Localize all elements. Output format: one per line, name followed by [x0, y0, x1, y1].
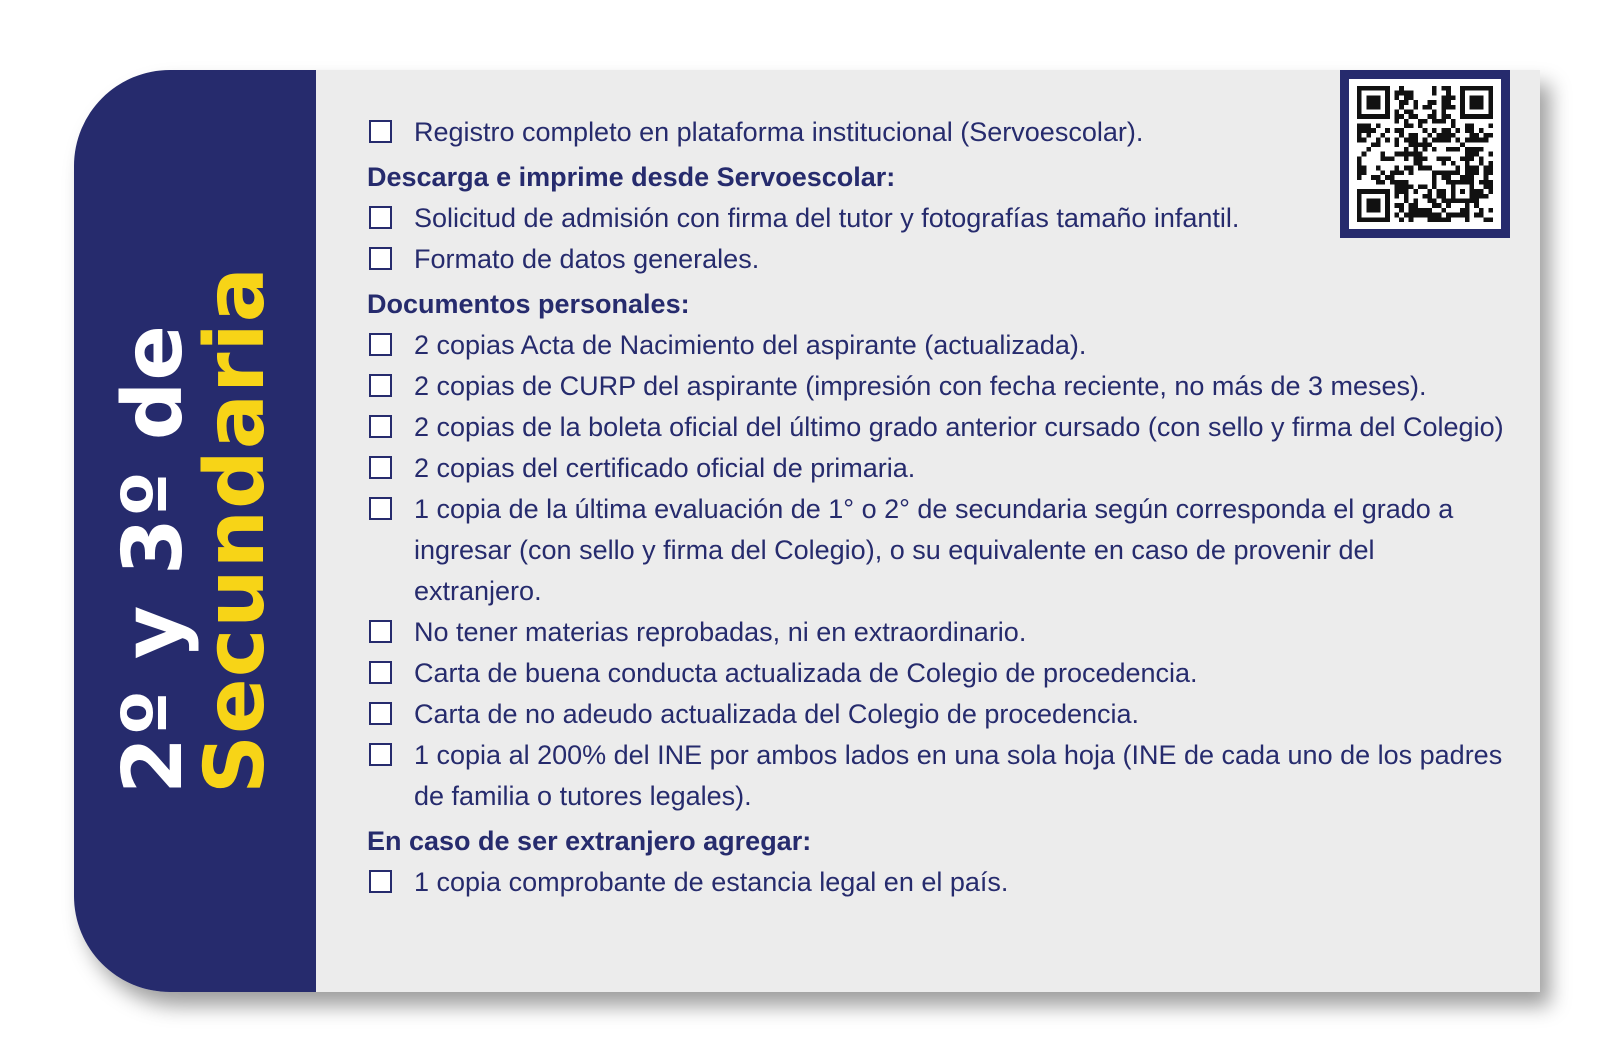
checklist-item — [367, 489, 1507, 612]
checklist-item — [367, 239, 1507, 280]
checklist-item — [367, 612, 1507, 653]
checklist-item — [367, 325, 1507, 366]
checklist-item-text: Carta de no adeudo actualizada del Colegio de procedencia. — [414, 699, 1140, 729]
checklist-item-text: 2 copias de la boleta oficial del último grado anterior cursado (con sello y firma del Colegio) — [414, 412, 1504, 442]
checklist-item — [367, 694, 1507, 735]
checkbox-icon[interactable] — [369, 374, 392, 397]
requirements-list — [367, 112, 1507, 903]
checkbox-icon[interactable] — [369, 415, 392, 438]
checklist-item-text: 1 copia comprobante de estancia legal en el país. — [414, 867, 1009, 897]
checkbox-icon[interactable] — [369, 247, 392, 270]
section-heading: Descarga e imprime desde Servoescolar: — [367, 162, 896, 192]
checklist-item-text: 2 copias de CURP del aspirante (impresión con fecha reciente, no más de 3 meses). — [414, 371, 1427, 401]
checklist-item — [367, 653, 1507, 694]
checklist-item-text: Registro completo en plataforma institucional (Servoescolar). — [414, 117, 1144, 147]
requirements-card — [74, 70, 1540, 992]
checklist-item-text: Carta de buena conducta actualizada de Colegio de procedencia. — [414, 658, 1198, 688]
checklist-item-text: 2 copias del certificado oficial de primaria. — [414, 453, 916, 483]
checklist-item — [367, 448, 1507, 489]
checklist-item-text: Solicitud de admisión con firma del tutor y fotografías tamaño infantil. — [414, 203, 1240, 233]
checklist-item-text: No tener materias reprobadas, ni en extraordinario. — [414, 617, 1027, 647]
checklist-item — [367, 366, 1507, 407]
checklist-item-text: 2 copias Acta de Nacimiento del aspirante (actualizada). — [414, 330, 1087, 360]
section-heading: En caso de ser extranjero agregar: — [367, 826, 812, 856]
checkbox-icon[interactable] — [369, 661, 392, 684]
checklist-item — [367, 198, 1507, 239]
checkbox-icon[interactable] — [369, 620, 392, 643]
checkbox-icon[interactable] — [369, 206, 392, 229]
section-heading: Documentos personales: — [367, 289, 690, 319]
checklist-item — [367, 862, 1507, 903]
checklist-item — [367, 735, 1507, 817]
checkbox-icon[interactable] — [369, 743, 392, 766]
checkbox-icon[interactable] — [369, 497, 392, 520]
checklist-item-text: 1 copia de la última evaluación de 1° o 2° de secundaria según corresponda el grado a ingresar (con sello y firma del Colegio), o su equivalente en caso de provenir del extranjero. — [414, 494, 1454, 606]
checkbox-icon[interactable] — [369, 456, 392, 479]
side-title — [106, 266, 283, 794]
checkbox-icon[interactable] — [369, 870, 392, 893]
checkbox-icon[interactable] — [369, 702, 392, 725]
side-title-grade: 2º y 3º de — [106, 323, 201, 794]
checkbox-icon[interactable] — [369, 120, 392, 143]
checklist-item-text: 1 copia al 200% del INE por ambos lados en una sola hoja (INE de cada uno de los padres de familia o tutores legales). — [414, 740, 1503, 811]
checklist-item — [367, 407, 1507, 448]
side-title-level: Secundaria — [188, 266, 283, 794]
side-banner — [74, 70, 316, 992]
checkbox-icon[interactable] — [369, 333, 392, 356]
checklist-item — [367, 112, 1507, 153]
checklist-item-text: Formato de datos generales. — [414, 244, 760, 274]
